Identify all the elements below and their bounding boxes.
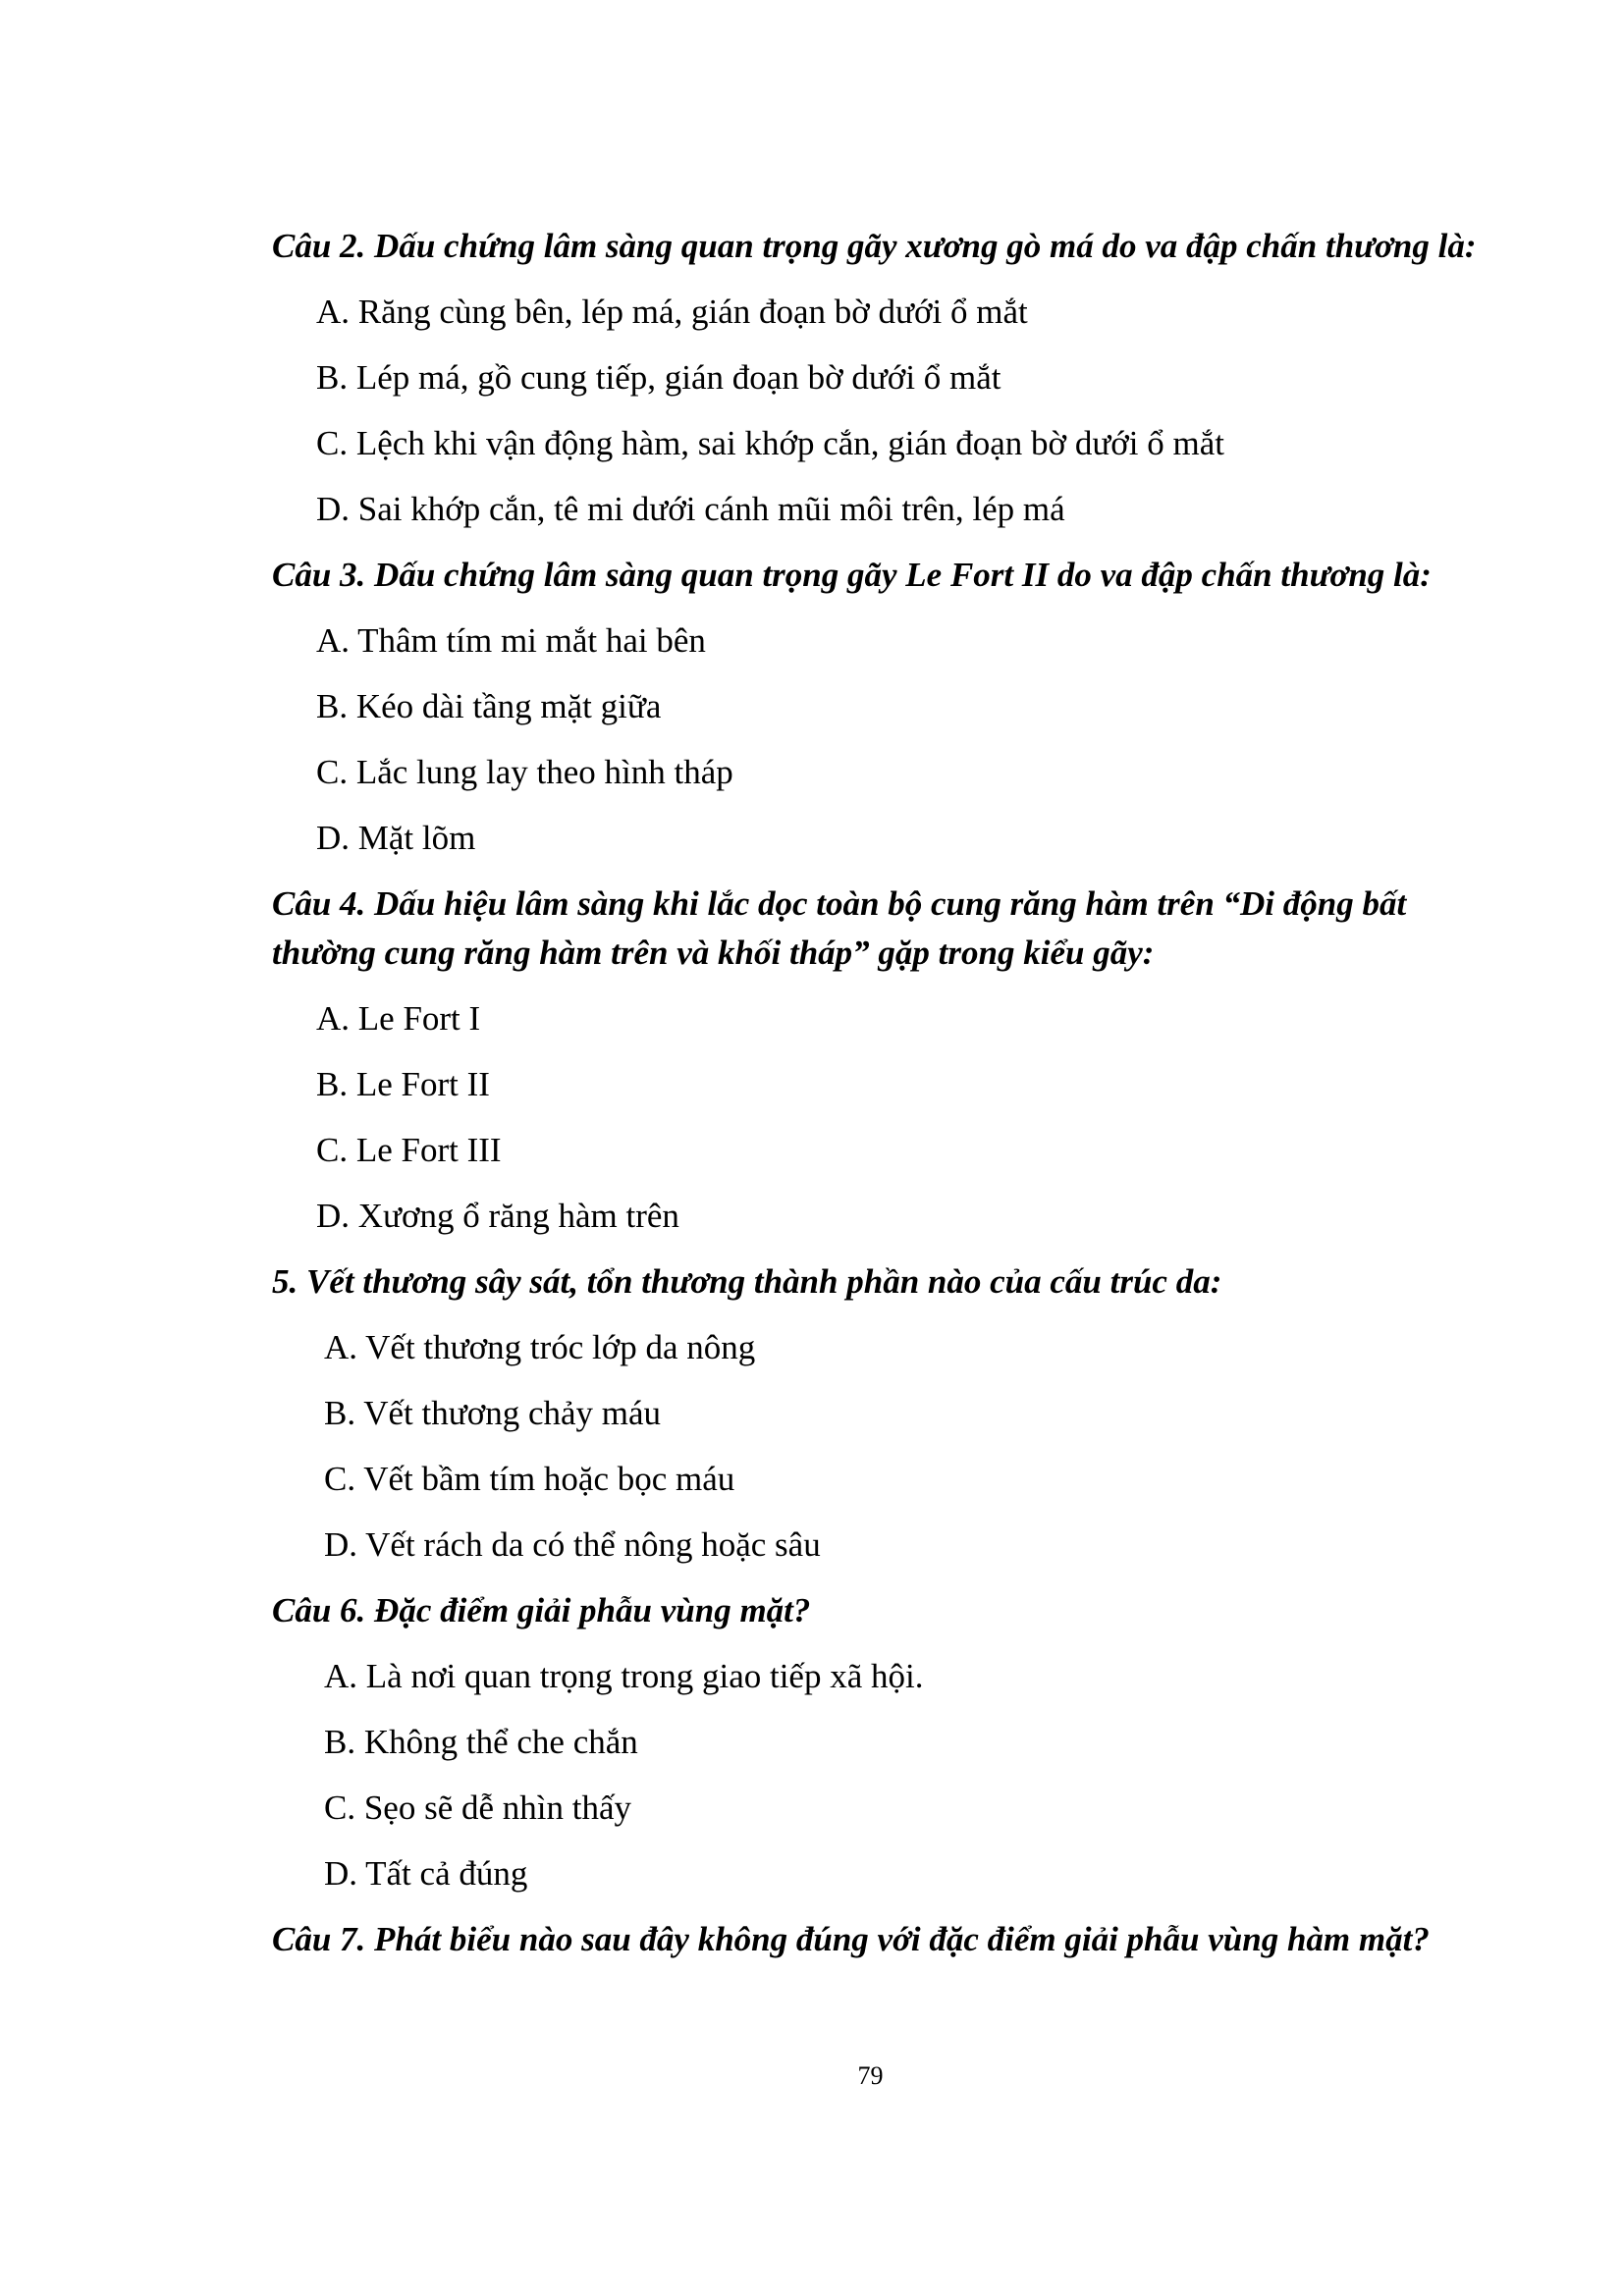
answer-option: C. Le Fort III [316,1131,502,1169]
answer-option: C. Lệch khi vận động hàm, sai khớp cắn, gián đoạn bờ dưới ổ mắt [316,424,1225,462]
question-block [272,1257,1480,1570]
answer-option: A. Là nơi quan trọng trong giao tiếp xã hội. [324,1657,924,1695]
answer-option: A. Răng cùng bên, lép má, gián đoạn bờ dưới ổ mắt [316,293,1028,331]
answer-option: B. Le Fort II [316,1065,490,1103]
question-title: Câu 3. Dấu chứng lâm sàng quan trọng gãy Le Fort II do va đập chấn thương là: [272,556,1432,594]
page-number: 79 [857,2061,884,2090]
question-title: Câu 4. Dấu hiệu lâm sàng khi lắc dọc toàn bộ cung răng hàm trên “Di động bất thường cung răng hàm trên và khối tháp” gặp trong kiểu gãy: [272,884,1407,972]
answer-option: B. Lép má, gồ cung tiếp, gián đoạn bờ dưới ổ mắt [316,358,1001,397]
answer-option: B. Kéo dài tầng mặt giữa [316,687,662,725]
answer-option: B. Vết thương chảy máu [324,1394,662,1432]
answer-option: D. Sai khớp cắn, tê mi dưới cánh mũi môi trên, lép má [316,490,1065,528]
answer-option: C. Vết bầm tím hoặc bọc máu [324,1460,735,1498]
answer-options [272,1652,1480,1898]
answer-option: D. Tất cả đúng [324,1854,528,1893]
question-block [272,551,1480,863]
answer-options [272,616,1480,863]
answer-option: D. Mặt lõm [316,819,476,857]
answer-options [272,288,1480,534]
answer-option: A. Vết thương tróc lớp da nông [324,1328,756,1366]
question-title: 5. Vết thương sây sát, tổn thương thành phần nào của cấu trúc da: [272,1262,1222,1301]
answer-option: C. Sẹo sẽ dễ nhìn thấy [324,1789,632,1827]
answer-option: B. Không thể che chắn [324,1723,638,1761]
question-block [272,222,1480,534]
answer-option: A. Thâm tím mi mắt hai bên [316,621,706,660]
answer-option: D. Xương ổ răng hàm trên [316,1197,679,1235]
question-block [272,880,1480,1241]
question-title: Câu 7. Phát biểu nào sau đây không đúng với đặc điểm giải phẫu vùng hàm mặt? [272,1920,1430,1958]
question-list [272,222,1480,1981]
question-title: Câu 6. Đặc điểm giải phẫu vùng mặt? [272,1591,811,1629]
answer-options [272,994,1480,1241]
answer-option: C. Lắc lung lay theo hình tháp [316,753,733,791]
answer-option: D. Vết rách da có thể nông hoặc sâu [324,1525,821,1564]
question-block [272,1915,1480,1964]
question-block [272,1586,1480,1898]
question-title: Câu 2. Dấu chứng lâm sàng quan trọng gãy xương gò má do va đập chấn thương là: [272,227,1477,265]
answer-option: A. Le Fort I [316,999,481,1038]
answer-options [272,1323,1480,1570]
